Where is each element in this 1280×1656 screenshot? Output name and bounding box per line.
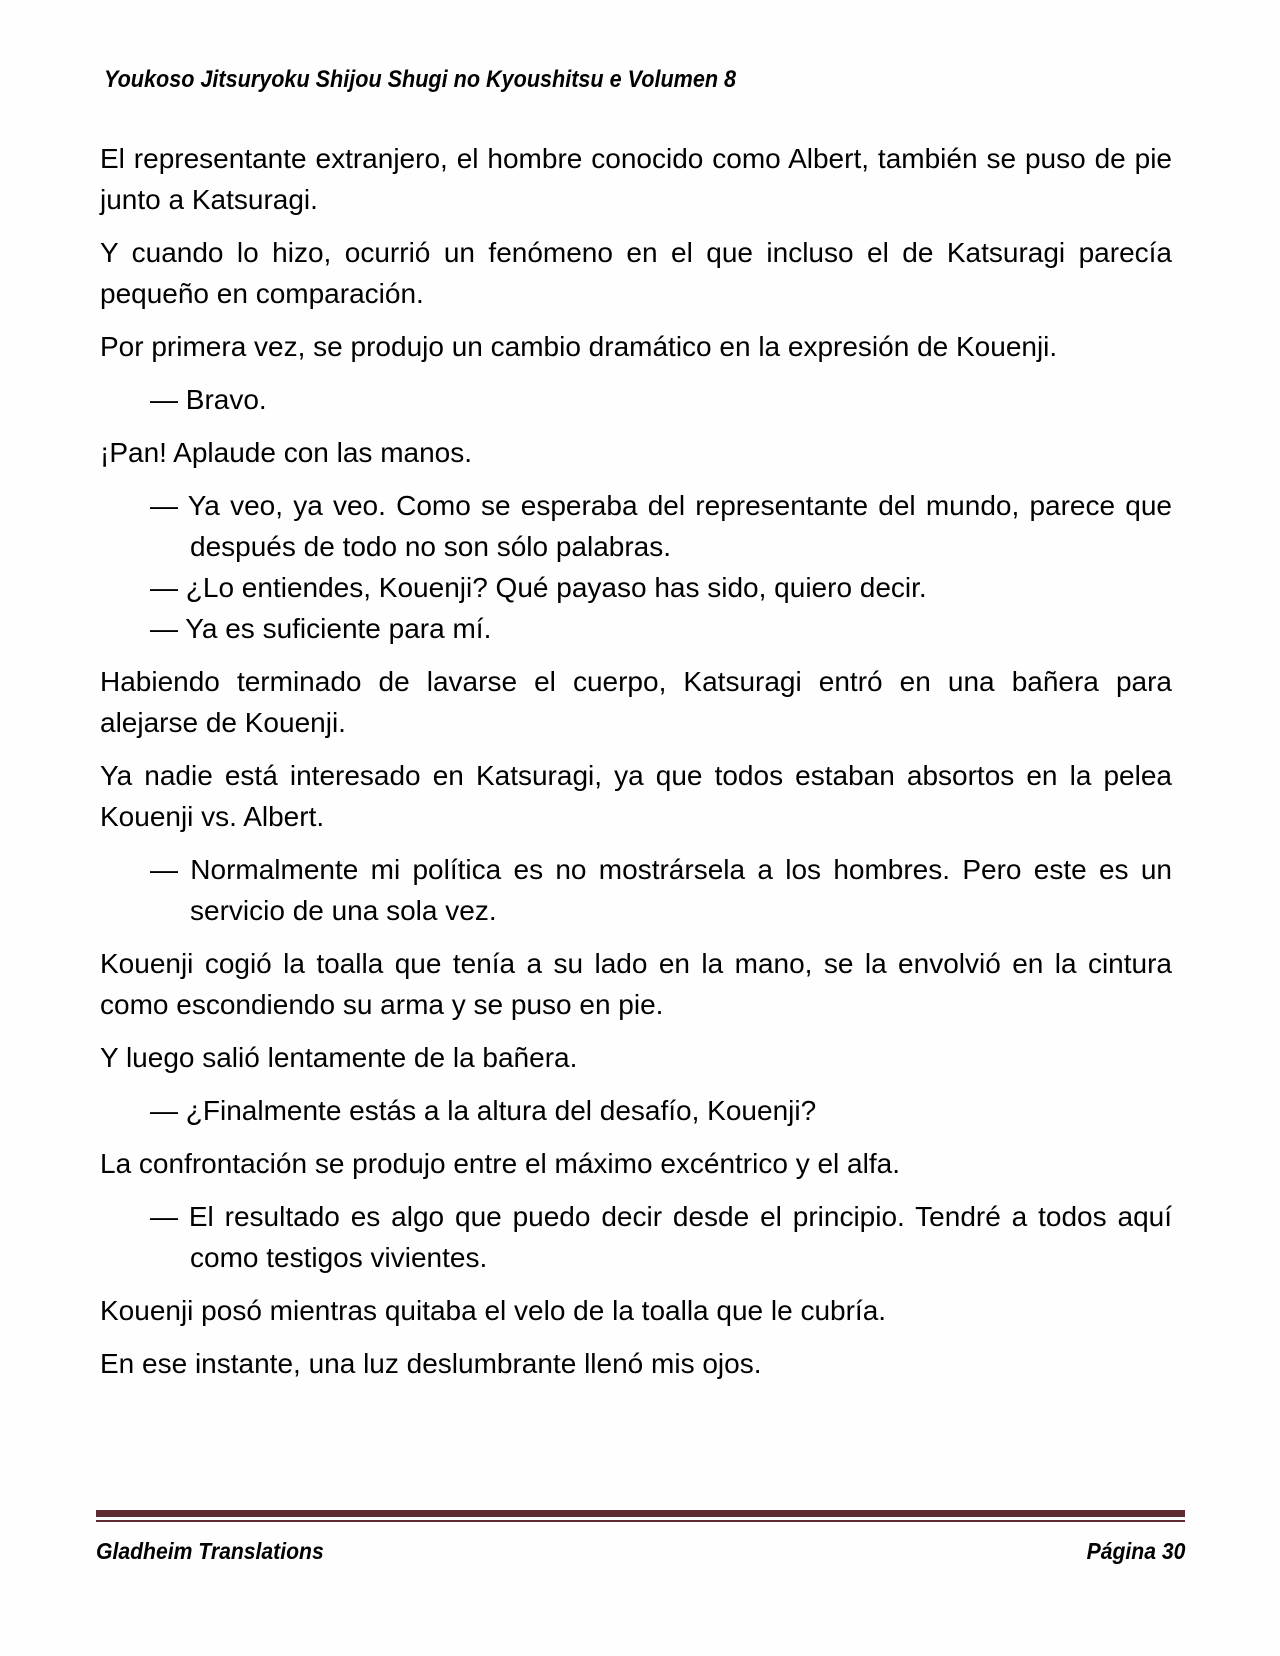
- page-footer: [96, 1510, 1185, 1565]
- dialogue-line-3: — Ya es suficiente para mí.: [150, 613, 492, 644]
- paragraph-2: Y cuando lo hizo, ocurrió un fenómeno en el que incluso el de Katsuragi parecía pequeño en comparación.: [100, 237, 1172, 309]
- dialogue-line-4: — Normalmente mi política es no mostrársela a los hombres. Pero este es un servicio de una sola vez.: [150, 854, 1172, 926]
- paragraph-4: ¡Pan! Aplaude con las manos.: [100, 437, 473, 468]
- paragraph-1: El representante extranjero, el hombre conocido como Albert, también se puso de pie junto a Katsuragi.: [100, 143, 1172, 215]
- page-number: Página 30: [1086, 1538, 1185, 1564]
- paragraph-9: La confrontación se produjo entre el máximo excéntrico y el alfa.: [100, 1148, 900, 1179]
- book-title: Youkoso Jitsuryoku Shijou Shugi no Kyoushitsu e Volumen 8: [104, 66, 737, 93]
- page-content: [100, 138, 1172, 1396]
- paragraph-5: Habiendo terminado de lavarse el cuerpo, Katsuragi entró en una bañera para alejarse de Kouenji.: [100, 666, 1172, 738]
- dialogue-line-2: — ¿Lo entiendes, Kouenji? Qué payaso has sido, quiero decir.: [150, 572, 927, 603]
- translator-credit: Gladheim Translations: [96, 1538, 324, 1564]
- dialogue-group: [100, 485, 1172, 649]
- paragraph-6: Ya nadie está interesado en Katsuragi, ya que todos estaban absortos en la pelea Kouenji vs. Albert.: [100, 760, 1172, 832]
- dialogue-line-5: — ¿Finalmente estás a la altura del desafío, Kouenji?: [150, 1095, 817, 1126]
- dialogue-line-1: — Ya veo, ya veo. Como se esperaba del representante del mundo, parece que después de todo no son sólo palabras.: [150, 490, 1172, 562]
- footer-rule: [96, 1510, 1185, 1522]
- dialogue-line-bravo: — Bravo.: [150, 384, 267, 415]
- dialogue-line-6: — El resultado es algo que puedo decir desde el principio. Tendré a todos aquí como testigos vivientes.: [150, 1201, 1172, 1273]
- paragraph-7: Kouenji cogió la toalla que tenía a su lado en la mano, se la envolvió en la cintura como escondiendo su arma y se puso en pie.: [100, 948, 1172, 1020]
- page-header: [104, 66, 806, 94]
- paragraph-8: Y luego salió lentamente de la bañera.: [100, 1042, 578, 1073]
- paragraph-10: Kouenji posó mientras quitaba el velo de la toalla que le cubría.: [100, 1295, 887, 1326]
- paragraph-11: En ese instante, una luz deslumbrante llenó mis ojos.: [100, 1348, 762, 1379]
- paragraph-3: Por primera vez, se produjo un cambio dramático en la expresión de Kouenji.: [100, 331, 1058, 362]
- footer-row: [96, 1538, 1185, 1565]
